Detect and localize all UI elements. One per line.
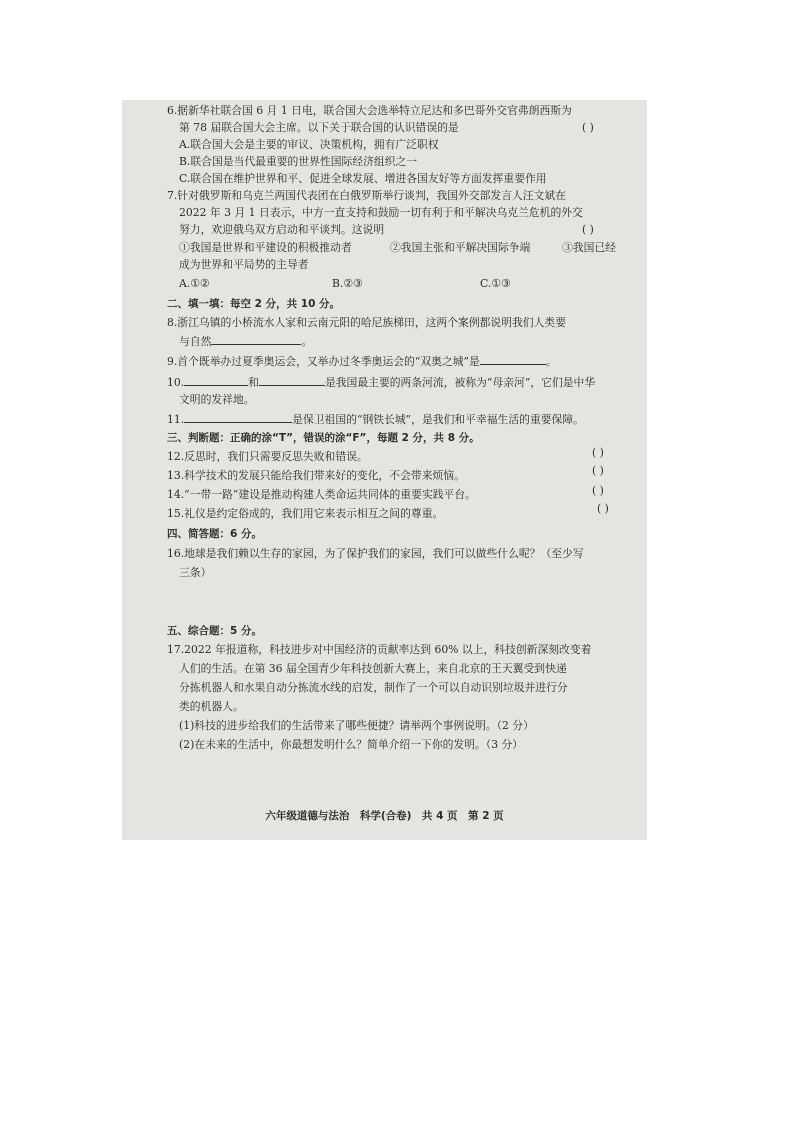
q7-option-c: C.①③ (480, 277, 511, 290)
q10-line2: 文明的发祥地。 (179, 393, 255, 406)
q14-text: 14.“一带一路”建设是推动构建人类命运共同体的重要实践平台。 (167, 488, 476, 501)
q17-line1: 17.2022 年报道称，科技进步对中国经济的贡献率达到 60% 以上，科技创新深刻改变着 (167, 643, 592, 656)
q16-line1: 16.地球是我们赖以生存的家园，为了保护我们的家园，我们可以做些什么呢？（至少写 (167, 547, 584, 560)
page-footer: 六年级道德与法治 科学(合卷) 共 4 页 第 2 页 (265, 810, 504, 822)
q12-text: 12.反思时，我们只需要反思失败和错误。 (167, 450, 368, 463)
q7-statement-3-cont: 成为世界和平局势的主导者 (179, 258, 309, 271)
q7-statement-1: ①我国是世界和平建设的积极推动者 (179, 241, 352, 254)
q9-text: 9.首个既举办过夏季奥运会，又举办过冬季奥运会的“双奥之城”是 (167, 355, 480, 368)
q16-line2: 三条） (179, 566, 212, 579)
q7-answer-paren: ( ) (582, 223, 594, 236)
q13-text: 13.科学技术的发展只能给我们带来好的变化，不会带来烦恼。 (167, 469, 465, 482)
q17-sub-1: (1)科技的进步给我们的生活带来了哪些便捷？请举两个事例说明。（2 分） (179, 719, 534, 732)
q11-line (167, 412, 584, 427)
q14-answer-paren: ( ) (592, 484, 604, 497)
q7-option-a: A.①② (179, 277, 210, 290)
section-4-heading: 四、简答题：6 分。 (167, 528, 262, 540)
section-3-heading: 三、判断题：正确的涂“T”，错误的涂“F”，每题 2 分，共 8 分。 (167, 432, 480, 444)
section-5-heading: 五、综合题：5 分。 (167, 625, 262, 637)
q7-line2: 2022 年 3 月 1 日表示，中方一直支持和鼓励一切有利于和平解决乌克兰危机的外交 (179, 206, 583, 219)
q9-end: 。 (545, 355, 557, 368)
q8-blank[interactable] (211, 334, 301, 345)
q17-line3: 分拣机器人和水果自动分拣流水线的启发，制作了一个可以自动识别垃圾并进行分 (179, 681, 568, 694)
section-2-heading: 二、填一填：每空 2 分，共 10 分。 (167, 298, 341, 310)
q9-line (167, 354, 557, 369)
q10-num: 10. (167, 376, 185, 389)
q11-num: 11. (167, 413, 185, 426)
q10-blank-1[interactable] (184, 375, 248, 386)
q6-answer-paren: ( ) (582, 121, 594, 134)
q6-line1: 6.据新华社联合国 6 月 1 日电，联合国大会选举特立尼达和多巴哥外交官弗朗西斯为 (167, 104, 572, 117)
q10-line1 (167, 375, 595, 390)
q7-option-b: B.②③ (332, 277, 363, 290)
q6-option-a: A.联合国大会是主要的审议、决策机构，拥有广泛职权 (179, 138, 439, 151)
q9-blank[interactable] (480, 354, 546, 365)
q7-line3: 努力，欢迎俄乌双方启动和平谈判。这说明 (179, 223, 385, 236)
q6-line2: 第 78 届联合国大会主席。以下关于联合国的认识错误的是 (179, 121, 459, 134)
q7-statement-3: ③我国已经 (562, 241, 616, 254)
q10-blank-2[interactable] (259, 375, 325, 386)
q6-option-b: B.联合国是当代最重要的世界性国际经济组织之一 (179, 155, 418, 168)
q8-line2 (179, 334, 312, 349)
q10-rest: 是我国最主要的两条河流，被称为“母亲河”，它们是中华 (324, 376, 596, 389)
q11-blank[interactable] (184, 412, 292, 423)
q15-text: 15.礼仪是约定俗成的，我们用它来表示相互之间的尊重。 (167, 507, 444, 520)
q7-line1: 7.针对俄罗斯和乌克兰两国代表团在白俄罗斯举行谈判，我国外交部发言人汪文斌在 (167, 189, 566, 202)
q6-option-c: C.联合国在维护世界和平、促进全球发展、增进各国友好等方面发挥重要作用 (179, 172, 547, 185)
q15-answer-paren: ( ) (597, 502, 609, 515)
q8-end: 。 (301, 335, 313, 348)
q17-line2: 人们的生活。在第 36 届全国青少年科技创新大赛上，来自北京的王天翼受到快递 (179, 662, 567, 675)
q8-text: 与自然 (179, 335, 212, 348)
q7-statement-2: ②我国主张和平解决国际争端 (390, 241, 531, 254)
q17-line4: 类的机器人。 (179, 700, 244, 713)
q8-line1: 8.浙江乌镇的小桥流水人家和云南元阳的哈尼族梯田，这两个案例都说明我们人类要 (167, 316, 566, 329)
q11-rest: 是保卫祖国的“钢铁长城”，是我们和平幸福生活的重要保障。 (292, 413, 584, 426)
q10-and: 和 (248, 376, 259, 389)
q17-sub-2: (2)在未来的生活中，你最想发明什么？简单介绍一下你的发明。（3 分） (179, 738, 524, 751)
exam-page (122, 100, 647, 840)
q12-answer-paren: ( ) (592, 446, 604, 459)
q13-answer-paren: ( ) (592, 464, 604, 477)
